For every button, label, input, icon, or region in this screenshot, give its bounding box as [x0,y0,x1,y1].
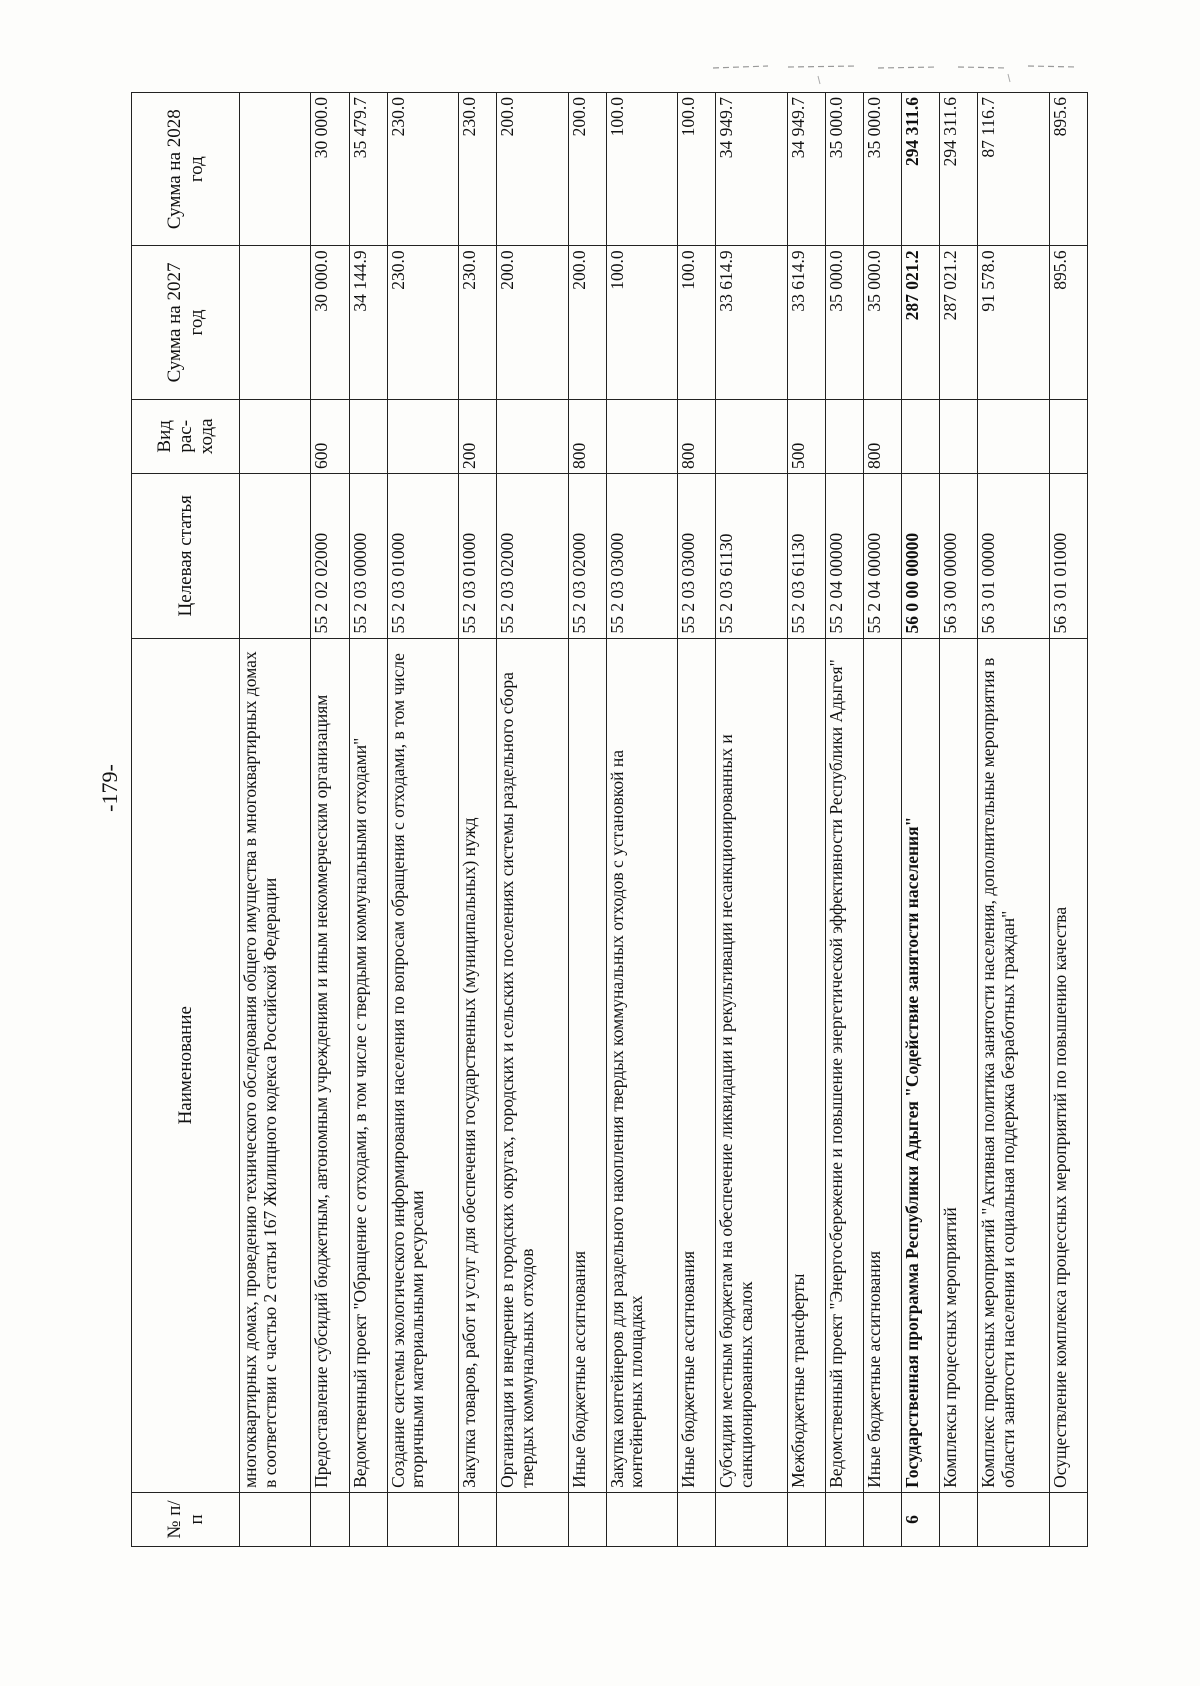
row-sum-2027: 200.0 [568,246,606,399]
row-code: 55 2 03 02000 [497,474,568,639]
row-code: 55 2 02 02000 [311,474,349,639]
row-name: Субсидии местным бюджетам на обеспечение ликвидации и рекультивации несанкционированных и санкционированных свалок [716,638,787,1492]
header-code: Целевая статья [132,474,240,639]
row-vid [1049,399,1087,473]
row-sum-2027: 230.0 [459,246,497,399]
row-sum-2027: 287 021.2 [940,246,978,399]
row-vid [349,399,387,473]
row-sum-2028: 87 116.7 [978,93,1049,246]
row-vid: 800 [568,399,606,473]
table-row [497,93,568,1547]
table-row [863,93,901,1547]
row-name: Межбюджетные трансферты [787,638,825,1492]
row-code: 56 3 01 01000 [1049,474,1087,639]
row-name: Ведомственный проект "Энергосбережение и повышение энергетической эффективности Республики Адыгея" [825,638,863,1492]
row-num [940,1492,978,1546]
row-num [387,1492,458,1546]
row-num [825,1492,863,1546]
table-row [787,93,825,1547]
row-code: 55 2 03 02000 [568,474,606,639]
row-code: 55 2 04 00000 [863,474,901,639]
row-sum-2028: 100.0 [678,93,716,246]
row-sum-2028: 34 949.7 [787,93,825,246]
table-row [1049,93,1087,1547]
row-sum-2028: 200.0 [568,93,606,246]
row-vid: 500 [787,399,825,473]
row-sum-2027: 895.6 [1049,246,1087,399]
row-num [678,1492,716,1546]
row-name: Закупка контейнеров для раздельного накопления твердых коммунальных отходов с установкой на контейнерных площадках [606,638,677,1492]
row-name: Осуществление комплекса процессных мероприятий по повышению качества [1049,638,1087,1492]
row-sum-2028: 30 000.0 [311,93,349,246]
row-name: Создание системы экологического информирования населения по вопросам обращения с отходами, в том числе вторичными материальными ресурсами [387,638,458,1492]
row-code [240,474,311,639]
row-sum-2027: 30 000.0 [311,246,349,399]
row-sum-2027 [240,246,311,399]
row-num [1049,1492,1087,1546]
row-num [606,1492,677,1546]
row-name: Комплексы процессных мероприятий [940,638,978,1492]
row-num [863,1492,901,1546]
row-code: 56 3 01 00000 [978,474,1049,639]
row-num [349,1492,387,1546]
row-name: Организация и внедрение в городских округах, городских и сельских поселениях системы раздельного сбора твердых коммунальных отходов [497,638,568,1492]
row-name: Предоставление субсидий бюджетным, автономным учреждениям и иным некоммерческим организациям [311,638,349,1492]
row-sum-2027: 33 614.9 [787,246,825,399]
row-name: многоквартирных домах, проведению технического обследования общего имущества в многоквартирных домах в соответствии с частью 2 статьи 167 Жилищного кодекса Российской Федерации [240,638,311,1492]
row-name: Иные бюджетные ассигнования [568,638,606,1492]
row-code: 55 2 03 01000 [387,474,458,639]
table-row [978,93,1049,1547]
row-code: 56 3 00 00000 [940,474,978,639]
row-num [240,1492,311,1546]
table-row [902,93,940,1547]
row-num [568,1492,606,1546]
header-sum-2027: Сумма на 2027 год [132,246,240,399]
row-num [311,1492,349,1546]
row-vid: 600 [311,399,349,473]
budget-table [131,92,1088,1547]
row-vid [606,399,677,473]
row-sum-2027: 35 000.0 [863,246,901,399]
row-sum-2028 [240,93,311,246]
table-row [349,93,387,1547]
header-num: № п/п [132,1492,240,1546]
row-num: 6 [902,1492,940,1546]
row-code: 55 2 03 03000 [606,474,677,639]
row-name: Закупка товаров, работ и услуг для обеспечения государственных (муниципальных) нужд [459,638,497,1492]
row-sum-2028: 35 000.0 [825,93,863,246]
row-sum-2028: 895.6 [1049,93,1087,246]
row-sum-2028: 200.0 [497,93,568,246]
table-row [387,93,458,1547]
table-row [940,93,978,1547]
row-vid [825,399,863,473]
table-row [716,93,787,1547]
row-sum-2027: 33 614.9 [716,246,787,399]
row-code: 55 2 04 00000 [825,474,863,639]
row-code: 56 0 00 00000 [902,474,940,639]
row-vid [497,399,568,473]
row-sum-2028: 35 000.0 [863,93,901,246]
row-num [978,1492,1049,1546]
row-vid: 800 [678,399,716,473]
row-vid: 200 [459,399,497,473]
row-name: Иные бюджетные ассигнования [863,638,901,1492]
row-sum-2028: 35 479.7 [349,93,387,246]
row-sum-2027: 91 578.0 [978,246,1049,399]
row-vid [978,399,1049,473]
row-sum-2027: 35 000.0 [825,246,863,399]
table-row [678,93,716,1547]
table-row [606,93,677,1547]
row-vid [387,399,458,473]
row-code: 55 2 03 00000 [349,474,387,639]
row-sum-2028: 34 949.7 [716,93,787,246]
row-vid: 800 [863,399,901,473]
table-row [311,93,349,1547]
row-vid [716,399,787,473]
row-sum-2027: 230.0 [387,246,458,399]
row-sum-2027: 34 144.9 [349,246,387,399]
page-number: -179- [97,764,122,812]
row-vid [240,399,311,473]
row-sum-2028: 294 311.6 [940,93,978,246]
row-code: 55 2 03 01000 [459,474,497,639]
row-name: Ведомственный проект "Обращение с отходами, в том числе с твердыми коммунальными отходами" [349,638,387,1492]
rotated-table-container [131,92,1088,1547]
row-sum-2028: 230.0 [459,93,497,246]
row-vid [902,399,940,473]
row-sum-2028: 230.0 [387,93,458,246]
row-num [459,1492,497,1546]
table-row [240,93,311,1547]
row-code: 55 2 03 61130 [787,474,825,639]
row-sum-2028: 100.0 [606,93,677,246]
row-num [787,1492,825,1546]
header-sum-2028: Сумма на 2028 год [132,93,240,246]
row-vid [940,399,978,473]
row-code: 55 2 03 03000 [678,474,716,639]
row-sum-2027: 200.0 [497,246,568,399]
table-body [240,93,1088,1547]
table-row [459,93,497,1547]
row-code: 55 2 03 61130 [716,474,787,639]
row-name: Комплекс процессных мероприятий "Активная политика занятости населения, дополнительные мероприятия в области занятости населения и социальная поддержка безработных граждан" [978,638,1049,1492]
scan-artifact [708,58,1088,88]
row-sum-2027: 100.0 [606,246,677,399]
table-row [825,93,863,1547]
table-header-row [132,93,240,1547]
row-num [497,1492,568,1546]
table-row [568,93,606,1547]
row-name: Государственная программа Республики Адыгея "Содействие занятости населения" [902,638,940,1492]
header-name: Наименование [132,638,240,1492]
header-vid: Вид рас-хода [132,399,240,473]
row-num [716,1492,787,1546]
row-name: Иные бюджетные ассигнования [678,638,716,1492]
row-sum-2027: 100.0 [678,246,716,399]
row-sum-2027: 287 021.2 [902,246,940,399]
row-sum-2028: 294 311.6 [902,93,940,246]
